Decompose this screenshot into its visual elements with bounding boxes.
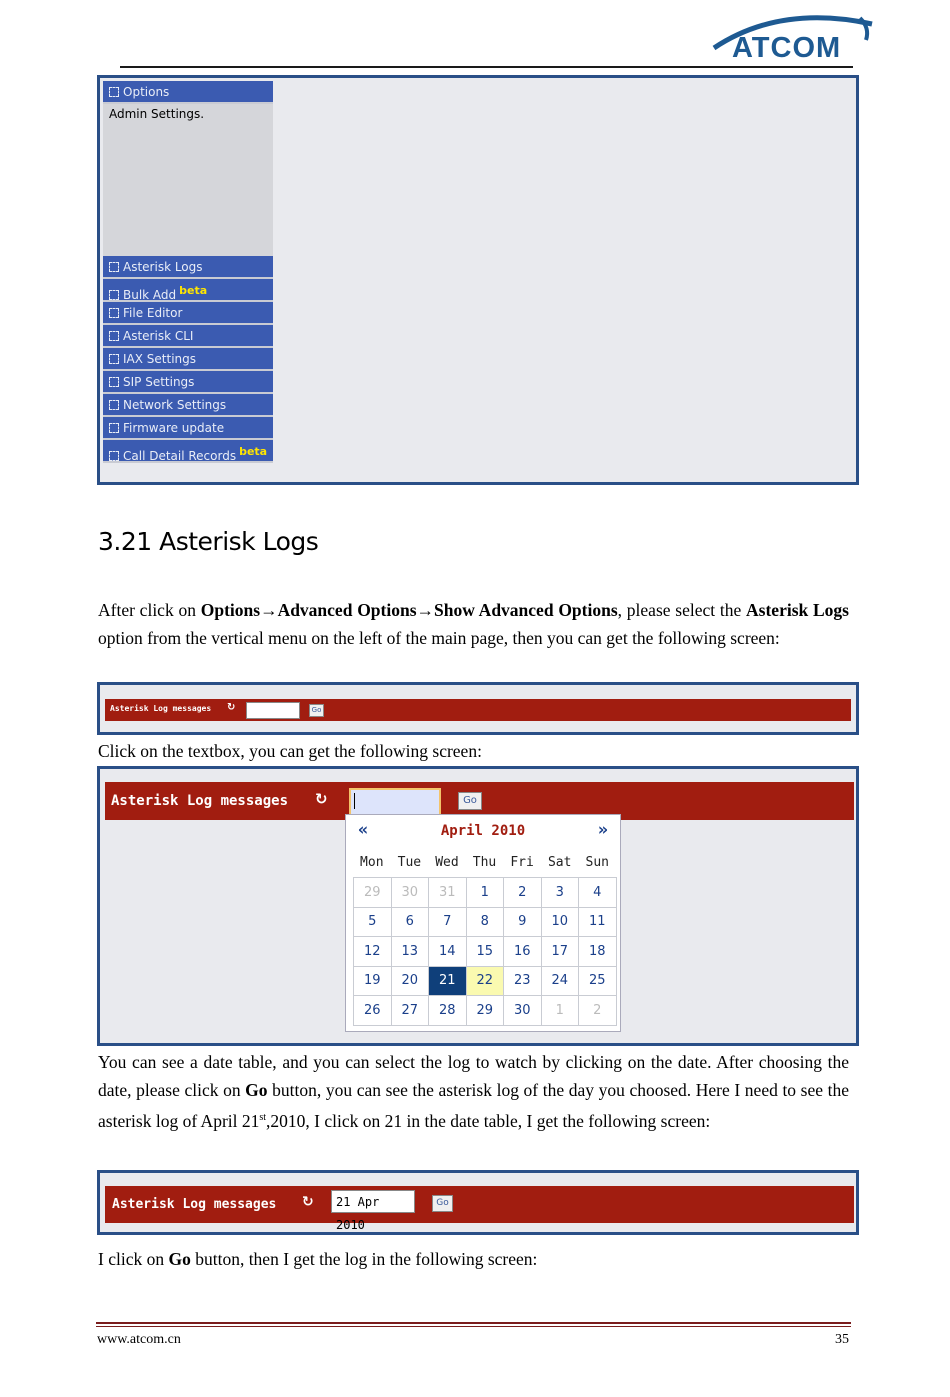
- calendar-day[interactable]: 29: [354, 878, 392, 908]
- calendar-day[interactable]: 20: [391, 966, 429, 996]
- sidebar-item-label: IAX Settings: [123, 352, 197, 366]
- date-input[interactable]: [246, 702, 300, 719]
- bold-options: Options: [200, 600, 261, 620]
- calendar-day[interactable]: 30: [391, 878, 429, 908]
- text: button, you can see the asterisk log of the day you choosed. Here I need to see the asterisk log of April 21: [98, 1080, 849, 1131]
- sidebar-item-label: Options: [123, 85, 170, 99]
- sidebar-item-label: Asterisk CLI: [123, 329, 194, 343]
- weekday-label: Tue: [397, 855, 422, 870]
- footer-rule: [96, 1326, 851, 1327]
- go-button[interactable]: Go: [458, 792, 482, 810]
- expand-box-icon: [109, 262, 119, 272]
- text: option from the vertical menu on the left of the main page, then you can get the following screen:: [98, 628, 780, 648]
- weekday-label: Mon: [360, 855, 384, 870]
- calendar-day[interactable]: 8: [466, 907, 504, 937]
- sidebar-item[interactable]: [103, 279, 273, 302]
- atcom-logo: [710, 10, 875, 65]
- calendar-day[interactable]: 2: [504, 878, 542, 908]
- text: After click on: [98, 600, 201, 620]
- calendar-day[interactable]: 2: [579, 996, 617, 1026]
- calendar-day[interactable]: 1: [466, 878, 504, 908]
- logo-text: ATCOM: [732, 32, 842, 64]
- weekday-label: Sun: [585, 855, 609, 870]
- calendar-grid: [353, 877, 617, 1026]
- calendar-day[interactable]: 4: [579, 878, 617, 908]
- text: I click on: [98, 1249, 169, 1269]
- sidebar-item-options[interactable]: [103, 81, 273, 104]
- prev-month-button[interactable]: «: [358, 820, 369, 840]
- calendar-day[interactable]: 26: [354, 996, 392, 1026]
- sidebar-item[interactable]: [103, 394, 273, 417]
- text: ,2010, I click on 21 in the date table, I get the following screen:: [266, 1110, 711, 1131]
- text: You can see a date table, and you can select the log to watch by clicking on the date. After choosing the date, please click on: [98, 1052, 849, 1100]
- bold-advanced-options: Advanced Options: [277, 600, 417, 620]
- date-input[interactable]: 21 Apr 2010: [331, 1190, 415, 1213]
- footer-rule: [96, 1322, 851, 1324]
- expand-box-icon: [109, 451, 119, 461]
- calendar-week: [354, 878, 617, 908]
- calendar-day[interactable]: 1: [541, 996, 579, 1026]
- expand-box-icon: [109, 331, 119, 341]
- paragraph-click-textbox: Click on the textbox, you can get the following screen:: [98, 741, 482, 761]
- calendar-day[interactable]: 31: [429, 878, 467, 908]
- log-bar: [105, 699, 851, 721]
- expand-box-icon: [109, 308, 119, 318]
- expand-box-icon: [109, 354, 119, 364]
- calendar-day[interactable]: 18: [579, 937, 617, 967]
- sidebar-item[interactable]: [103, 302, 273, 325]
- bold-show-advanced-options: Show Advanced Options: [434, 600, 618, 620]
- calendar-day[interactable]: 14: [429, 937, 467, 967]
- sidebar-item-label: Firmware update: [123, 421, 225, 435]
- calendar-day[interactable]: 22: [466, 966, 504, 996]
- sidebar-item-label: Network Settings: [123, 398, 227, 412]
- calendar-day[interactable]: 17: [541, 937, 579, 967]
- calendar-day[interactable]: 21: [429, 966, 467, 996]
- expand-box-icon: [109, 377, 119, 387]
- calendar-day[interactable]: 24: [541, 966, 579, 996]
- calendar-day[interactable]: 11: [579, 907, 617, 937]
- calendar-week: [354, 996, 617, 1026]
- calendar-day[interactable]: 12: [354, 937, 392, 967]
- calendar-week: [354, 907, 617, 937]
- sidebar-item[interactable]: [103, 325, 273, 348]
- weekday-label: Fri: [510, 855, 534, 870]
- text-cursor: [354, 793, 355, 809]
- bold-go: Go: [245, 1080, 268, 1100]
- sidebar-item[interactable]: [103, 256, 273, 279]
- log-title: Asterisk Log messages: [111, 793, 289, 809]
- calendar-day[interactable]: 7: [429, 907, 467, 937]
- options-panel: [103, 104, 273, 256]
- go-button[interactable]: Go: [432, 1195, 453, 1212]
- paragraph-date-table: [98, 1048, 849, 1135]
- calendar-week: [354, 966, 617, 996]
- bold-asterisk-logs: Asterisk Logs: [746, 600, 849, 620]
- log-bar-screenshot-small: [97, 682, 859, 735]
- calendar-day[interactable]: 23: [504, 966, 542, 996]
- date-picker: [345, 814, 621, 1032]
- calendar-day[interactable]: 19: [354, 966, 392, 996]
- sidebar-item[interactable]: [103, 440, 273, 463]
- weekday-row: [353, 855, 616, 870]
- superscript: st: [259, 1112, 267, 1123]
- calendar-day[interactable]: 28: [429, 996, 467, 1026]
- calendar-day[interactable]: 30: [504, 996, 542, 1026]
- admin-menu-screenshot: [97, 75, 859, 485]
- calendar-day[interactable]: 5: [354, 907, 392, 937]
- paragraph-click-go: [98, 1245, 849, 1273]
- calendar-day[interactable]: 15: [466, 937, 504, 967]
- sidebar-item-label: Bulk Add: [123, 288, 177, 302]
- log-title: Asterisk Log messages: [110, 704, 212, 713]
- sidebar-item[interactable]: [103, 371, 273, 394]
- calendar-day[interactable]: 13: [391, 937, 429, 967]
- expand-box-icon: [109, 290, 119, 300]
- refresh-icon[interactable]: ↻: [227, 702, 236, 713]
- weekday-label: Wed: [435, 855, 459, 870]
- sidebar-item-label: Call Detail Records: [123, 449, 237, 463]
- page-number: 35: [835, 1332, 849, 1347]
- bold-go: Go: [168, 1249, 191, 1269]
- expand-box-icon: [109, 423, 119, 433]
- text: , please select the: [617, 600, 747, 620]
- paragraph-intro: [98, 596, 849, 652]
- calendar-day[interactable]: 9: [504, 907, 542, 937]
- beta-badge: beta: [239, 445, 268, 458]
- calendar-day[interactable]: 25: [579, 966, 617, 996]
- log-title: Asterisk Log messages: [112, 1197, 277, 1212]
- calendar-day[interactable]: 6: [391, 907, 429, 937]
- sidebar-item[interactable]: [103, 348, 273, 371]
- admin-settings-link[interactable]: Admin Settings.: [109, 107, 205, 121]
- go-button[interactable]: Go: [309, 704, 324, 717]
- arrow-icon: →: [260, 600, 278, 620]
- calendar-day[interactable]: 10: [541, 907, 579, 937]
- next-month-button[interactable]: »: [597, 820, 608, 840]
- weekday-label: Thu: [472, 855, 497, 870]
- selected-date-screenshot: [97, 1170, 859, 1235]
- weekday-label: Sat: [547, 855, 572, 870]
- section-title: 3.21 Asterisk Logs: [98, 527, 319, 556]
- sidebar-item[interactable]: [103, 417, 273, 440]
- calendar-day[interactable]: 27: [391, 996, 429, 1026]
- text: button, then I get the log in the following screen:: [190, 1249, 538, 1269]
- date-input[interactable]: [349, 788, 441, 816]
- refresh-icon[interactable]: ↻: [315, 790, 328, 808]
- sidebar-item-label: Asterisk Logs: [123, 260, 203, 274]
- menu-items: [103, 256, 273, 463]
- calendar-header: [346, 815, 620, 845]
- calendar-day[interactable]: 16: [504, 937, 542, 967]
- refresh-icon[interactable]: ↻: [302, 1194, 314, 1210]
- log-bar: [105, 1186, 854, 1232]
- calendar-week: [354, 937, 617, 967]
- expand-box-icon: [109, 87, 119, 97]
- header-rule: [120, 66, 853, 68]
- sidebar-item-label: File Editor: [123, 306, 183, 320]
- sidebar-menu: [103, 81, 273, 481]
- sidebar-item-label: SIP Settings: [123, 375, 195, 389]
- footer-url: www.atcom.cn: [97, 1332, 181, 1347]
- month-title: April 2010: [440, 823, 526, 839]
- calendar-day[interactable]: 3: [541, 878, 579, 908]
- expand-box-icon: [109, 400, 119, 410]
- calendar-day[interactable]: 29: [466, 996, 504, 1026]
- beta-badge: beta: [179, 284, 208, 297]
- arrow-icon: →: [416, 600, 435, 620]
